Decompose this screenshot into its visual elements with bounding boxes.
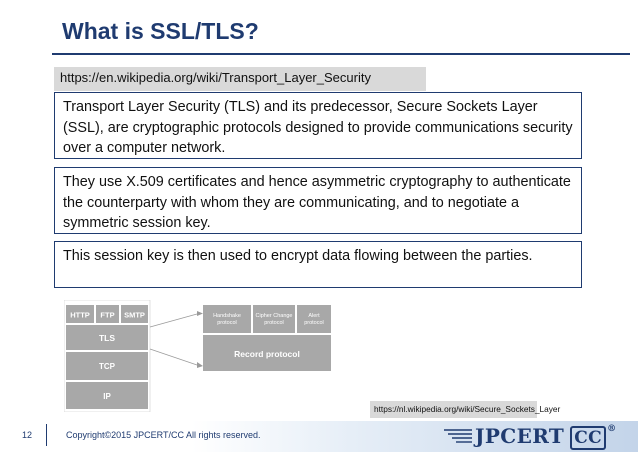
handshake-label-line1: Handshake bbox=[213, 313, 241, 319]
cipher-change-block bbox=[253, 305, 295, 333]
slide-title: What is SSL/TLS? bbox=[62, 18, 259, 44]
cipher-change-label-line2: protocol bbox=[264, 320, 284, 326]
source-url-text: https://en.wikipedia.org/wiki/Transport_Layer_Security bbox=[60, 70, 371, 85]
connector-line-top bbox=[150, 314, 197, 327]
smtp-label: SMTP bbox=[124, 310, 145, 320]
tcp-label: TCP bbox=[99, 362, 115, 371]
session-key-box bbox=[54, 241, 582, 288]
page-number: 12 bbox=[22, 430, 33, 440]
ip-label: IP bbox=[103, 392, 111, 401]
title-divider bbox=[52, 53, 630, 55]
logo-suffix: CC bbox=[570, 426, 606, 450]
diagram-source-text: https://nl.wikipedia.org/wiki/Secure_Sockets_Layer bbox=[374, 404, 561, 414]
definition-box bbox=[54, 92, 582, 159]
ftp-label: FTP bbox=[100, 310, 115, 320]
certificates-box bbox=[54, 167, 582, 234]
copyright-text: Copyright©2015 JPCERT/CC All rights reserved. bbox=[66, 430, 261, 440]
certificates-text: They use X.509 certificates and hence asymmetric cryptography to authenticate the counterparty with whom they are communicating, and to negotiate a symmetric session key. bbox=[63, 174, 571, 231]
connector-line-bottom bbox=[150, 349, 197, 365]
alert-label-line2: protocol bbox=[304, 320, 324, 326]
tls-label: TLS bbox=[98, 333, 116, 343]
http-label: HTTP bbox=[70, 310, 90, 320]
record-protocol-label: Record protocol bbox=[234, 349, 300, 359]
logo-text: JPCERT bbox=[475, 424, 565, 448]
jpcert-logo bbox=[442, 423, 628, 449]
cipher-change-label-line1: Cipher Change bbox=[255, 313, 293, 319]
alert-label-line1: Alert bbox=[308, 313, 320, 319]
session-key-text: This session key is then used to encrypt data flowing between the parties. bbox=[63, 248, 533, 264]
footer-separator bbox=[46, 424, 47, 446]
registered-mark: ® bbox=[607, 424, 617, 434]
definition-text: Transport Layer Security (TLS) and its predecessor, Secure Sockets Layer (SSL), are cryptographic protocols designed to provide communications security over a computer network. bbox=[63, 99, 573, 156]
connector-arrow-top bbox=[197, 311, 203, 316]
handshake-block bbox=[203, 305, 251, 333]
alert-block bbox=[297, 305, 331, 333]
connector-arrow-bottom bbox=[197, 362, 203, 368]
protocol-stack-diagram bbox=[64, 300, 334, 412]
handshake-label-line2: protocol bbox=[217, 320, 237, 326]
